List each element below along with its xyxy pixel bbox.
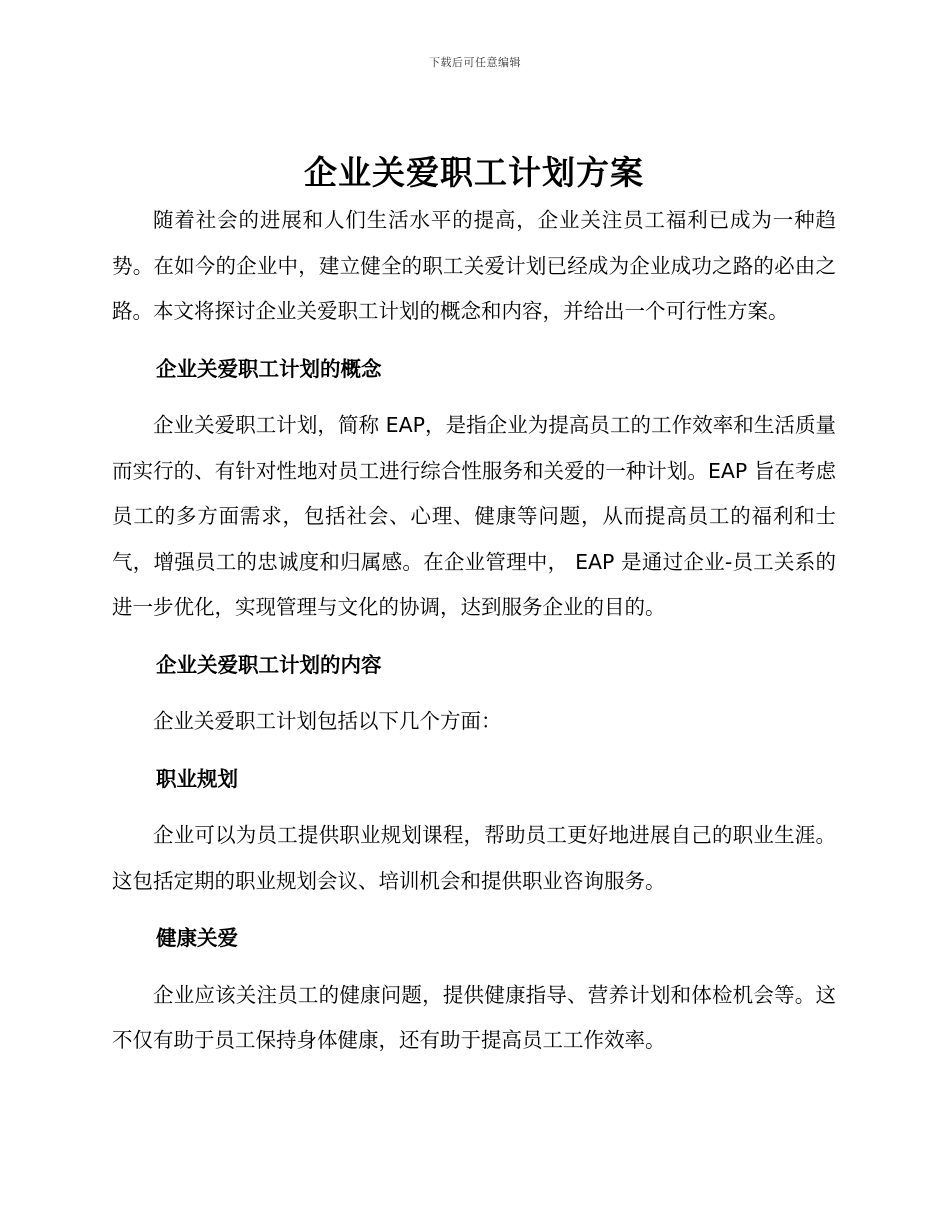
spacer	[112, 688, 836, 699]
section-heading-health-care: 健康关爱	[156, 926, 238, 950]
spacer	[112, 745, 836, 757]
document-body	[112, 148, 836, 1064]
spacer	[112, 962, 836, 973]
header-note: 下载后可任意编辑	[429, 56, 521, 69]
spacer	[112, 631, 836, 643]
intro-paragraph: 随着社会的进展和人们生活水平的提高，企业关注员工福利已成为一种趋势。在如今的企业中，建立健全的职工关爱计划已经成为企业成功之路的必由之路。本文将探讨企业关爱职工计划的概念和内容，并给出一个可行性方案。	[112, 208, 836, 323]
section-paragraph-content: 企业关爱职工计划包括以下几个方面：	[153, 709, 502, 733]
section-paragraph-concept: 企业关爱职工计划，简称 EAP，是指企业为提高员工的工作效率和生活质量而实行的、有针对性地对员工进行综合性服务和关爱的一种计划。EAP 旨在考虑员工的多方面需求，包括社会、心理、健康等问题，从而提高员工的福利和士气，增强员工的忠诚度和归属感。在企业管理中， EAP 是通过企业-员工关系的进一步优化，实现管理与文化的协调，达到服务企业的目的。	[112, 413, 836, 619]
spacer	[112, 904, 836, 916]
section-heading-concept: 企业关爱职工计划的概念	[156, 356, 382, 381]
spacer	[112, 802, 836, 813]
section-heading-career-planning: 职业规划	[156, 766, 238, 791]
section-paragraph-career-planning: 企业可以为员工提供职业规划课程，帮助员工更好地进展自己的职业生涯。这包括定期的职业规划会议、培训机会和提供职业咨询服务。	[112, 823, 836, 893]
spacer	[112, 335, 836, 347]
section-paragraph-health-care: 企业应该关注员工的健康问题，提供健康指导、营养计划和体检机会等。这不仅有助于员工保持身体健康，还有助于提高员工工作效率。	[112, 982, 836, 1052]
spacer	[112, 392, 836, 403]
section-heading-content: 企业关爱职工计划的内容	[156, 652, 382, 677]
document-title: 企业关爱职工计划方案	[304, 153, 644, 192]
